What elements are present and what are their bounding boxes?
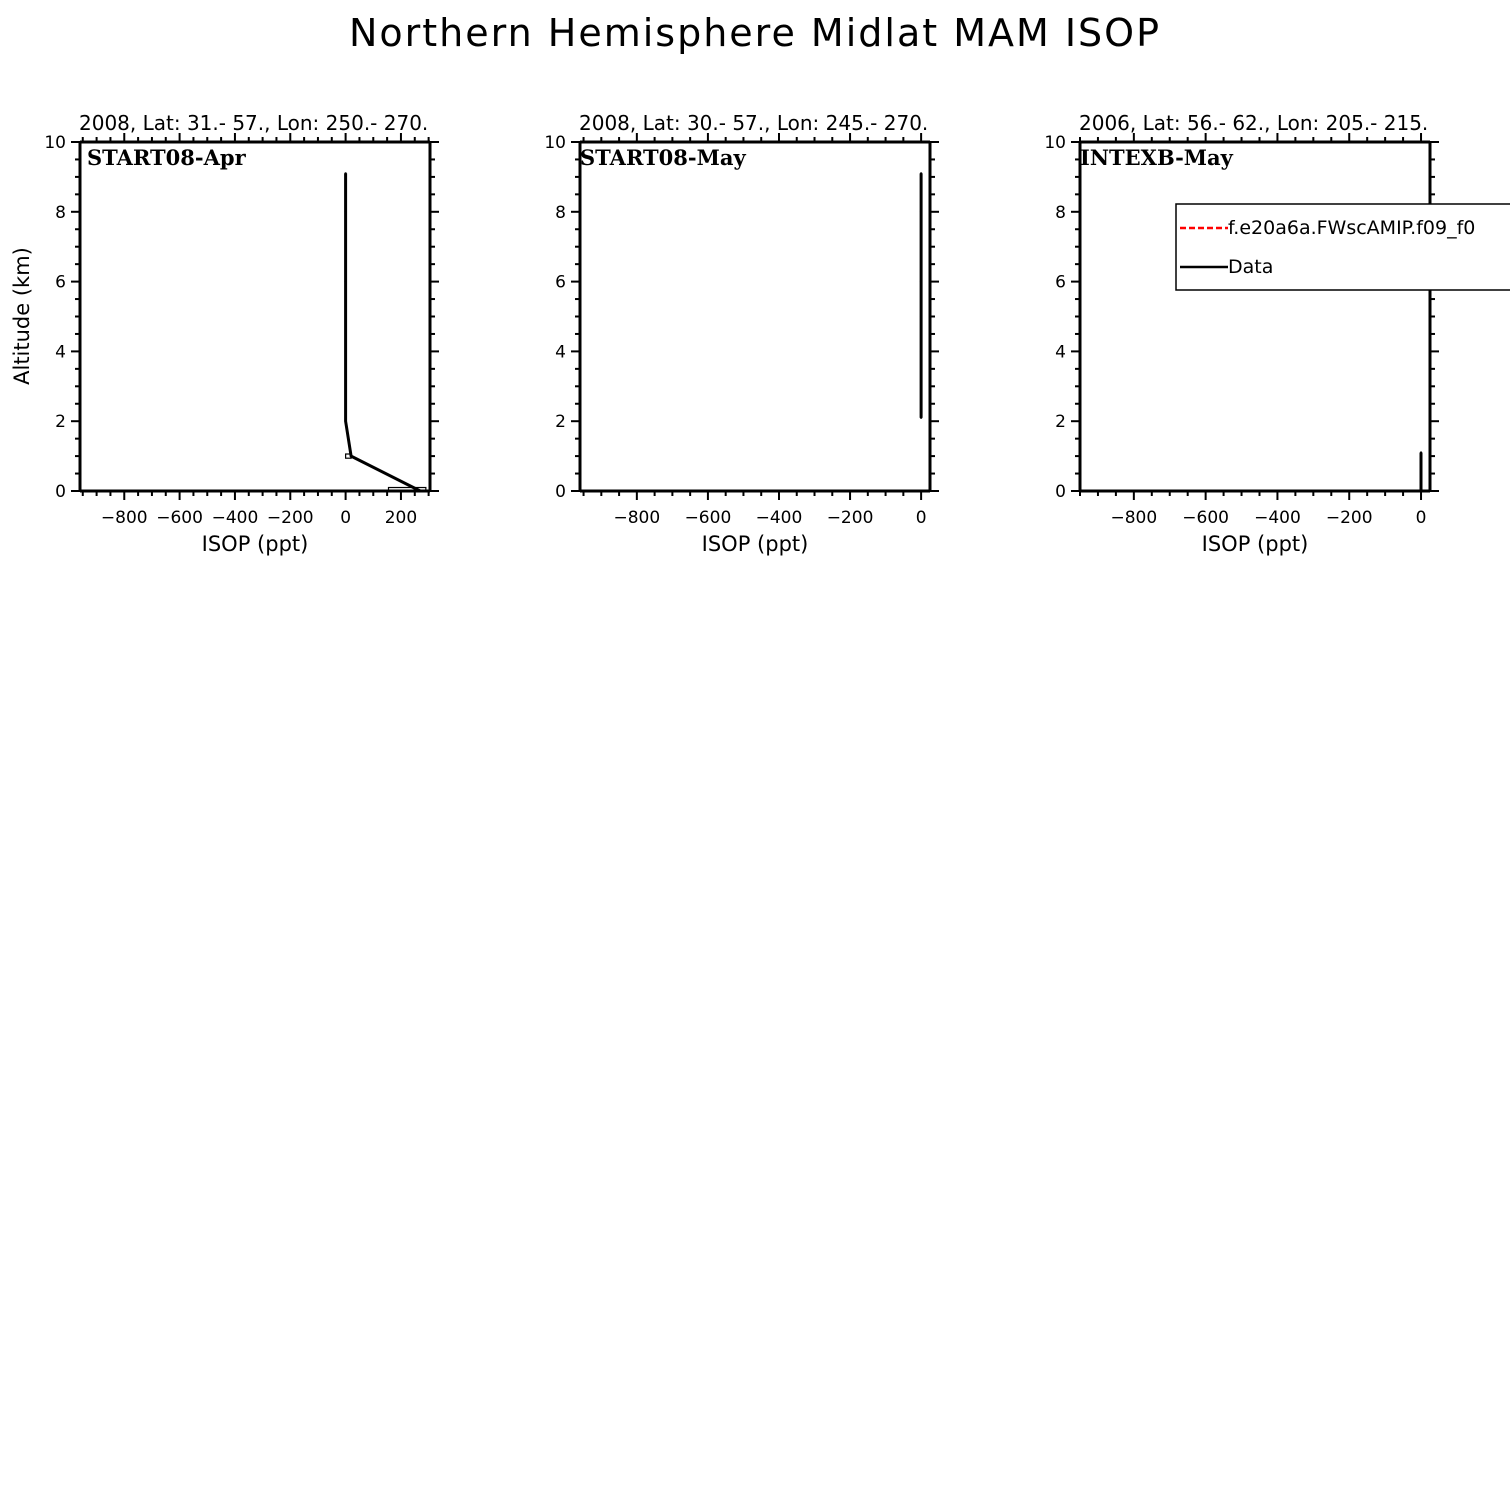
panel-2-label: START08-May: [580, 145, 746, 170]
panel-3-xtick-label: −800: [1110, 508, 1158, 528]
panel-3-xtick-label: −200: [1325, 508, 1373, 528]
panel-3-ytick-label: 6: [1055, 272, 1066, 293]
panel-1-subtitle: 2008, Lat: 31.- 57., Lon: 250.- 270.: [79, 111, 429, 135]
panel-2-data-point: [920, 172, 922, 174]
panel-1-data-point: [350, 455, 352, 457]
panel-2-ytick-label: 6: [555, 272, 566, 293]
legend-label-data: Data: [1228, 256, 1274, 278]
panel-2-ytick-label: 2: [555, 412, 566, 433]
panel-3-ytick-label: 4: [1055, 342, 1066, 363]
panel-1-data-point: [344, 350, 346, 352]
panel-1-ytick-label: 8: [55, 202, 66, 223]
panel-1-ytick-label: 0: [55, 482, 66, 502]
panel-2-data-point: [920, 211, 922, 213]
panel-3-xtick-label: 0: [1415, 508, 1427, 528]
panel-1-data-point: [344, 280, 346, 282]
panel-1: [44, 111, 439, 556]
panel-1-data-point: [344, 420, 346, 422]
panel-3-subtitle: 2006, Lat: 56.- 62., Lon: 205.- 215.: [1079, 111, 1429, 135]
panel-2-xtick-label: 0: [915, 508, 927, 528]
panel-3-ytick-label: 2: [1055, 412, 1066, 433]
panel-3-xlabel: ISOP (ppt): [1201, 532, 1309, 556]
panel-2-xlabel: ISOP (ppt): [701, 532, 809, 556]
panel-1-data-point: [419, 490, 421, 492]
panel-1-xtick-label: −400: [211, 508, 259, 528]
panel-2-data-point: [920, 315, 922, 317]
panel-2-xtick-label: −200: [826, 508, 874, 528]
panel-1-xtick-label: −200: [266, 508, 314, 528]
panel-1-ytick-label: 4: [55, 342, 66, 363]
panel-1-ytick-label: 2: [55, 412, 66, 433]
panel-2-xtick-label: −400: [755, 508, 803, 528]
panel-3-ytick-label: 10: [1044, 133, 1066, 153]
panel-2-subtitle: 2008, Lat: 30.- 57., Lon: 245.- 270.: [579, 111, 929, 135]
panel-1-xlabel: ISOP (ppt): [201, 532, 309, 556]
panel-1-ytick-label: 6: [55, 272, 66, 293]
panel-3-data-point: [1420, 490, 1422, 492]
panel-3-label: INTEXB-May: [1080, 145, 1233, 170]
panel-2: [544, 111, 939, 556]
panel-1-xtick-label: −600: [156, 508, 203, 528]
panel-2-ytick-label: 8: [555, 202, 566, 223]
panel-1-xtick-label: 0: [340, 508, 352, 528]
panel-1-xtick-label: 200: [384, 508, 418, 528]
panel-2-data-point: [920, 417, 922, 419]
panel-2-data-point: [920, 280, 922, 282]
panel-3-ytick-label: 0: [1055, 482, 1066, 502]
panel-3-ytick-label: 8: [1055, 202, 1066, 223]
panel-2-ytick-label: 4: [555, 342, 566, 363]
panel-3-xtick-label: −400: [1254, 508, 1301, 528]
figure-title: Northern Hemisphere Midlat MAM ISOP: [348, 11, 1162, 55]
panel-1-data-point: [344, 172, 346, 174]
panel-2-ytick-label: 0: [555, 482, 566, 502]
legend: [1176, 204, 1510, 290]
panel-2-xtick-label: −600: [684, 508, 732, 528]
panel-1-label: START08-Apr: [87, 145, 246, 170]
panel-3-data-point: [1420, 451, 1422, 453]
panel-1-data-point: [344, 211, 346, 213]
panel-2-xtick-label: −800: [613, 508, 661, 528]
legend-label-model: f.e20a6a.FWscAMIP.f09_f0: [1228, 217, 1476, 239]
panel-1-ytick-label: 10: [44, 133, 66, 153]
panel-2-ytick-label: 10: [544, 133, 566, 153]
panel-3-xtick-label: −600: [1182, 508, 1229, 528]
panel-3: [1044, 111, 1439, 556]
panel-2-data-point: [920, 350, 922, 352]
panel-1-series-data-line: [346, 173, 421, 491]
panel-1-xtick-label: −800: [100, 508, 148, 528]
y-axis-label: Altitude (km): [10, 247, 34, 385]
